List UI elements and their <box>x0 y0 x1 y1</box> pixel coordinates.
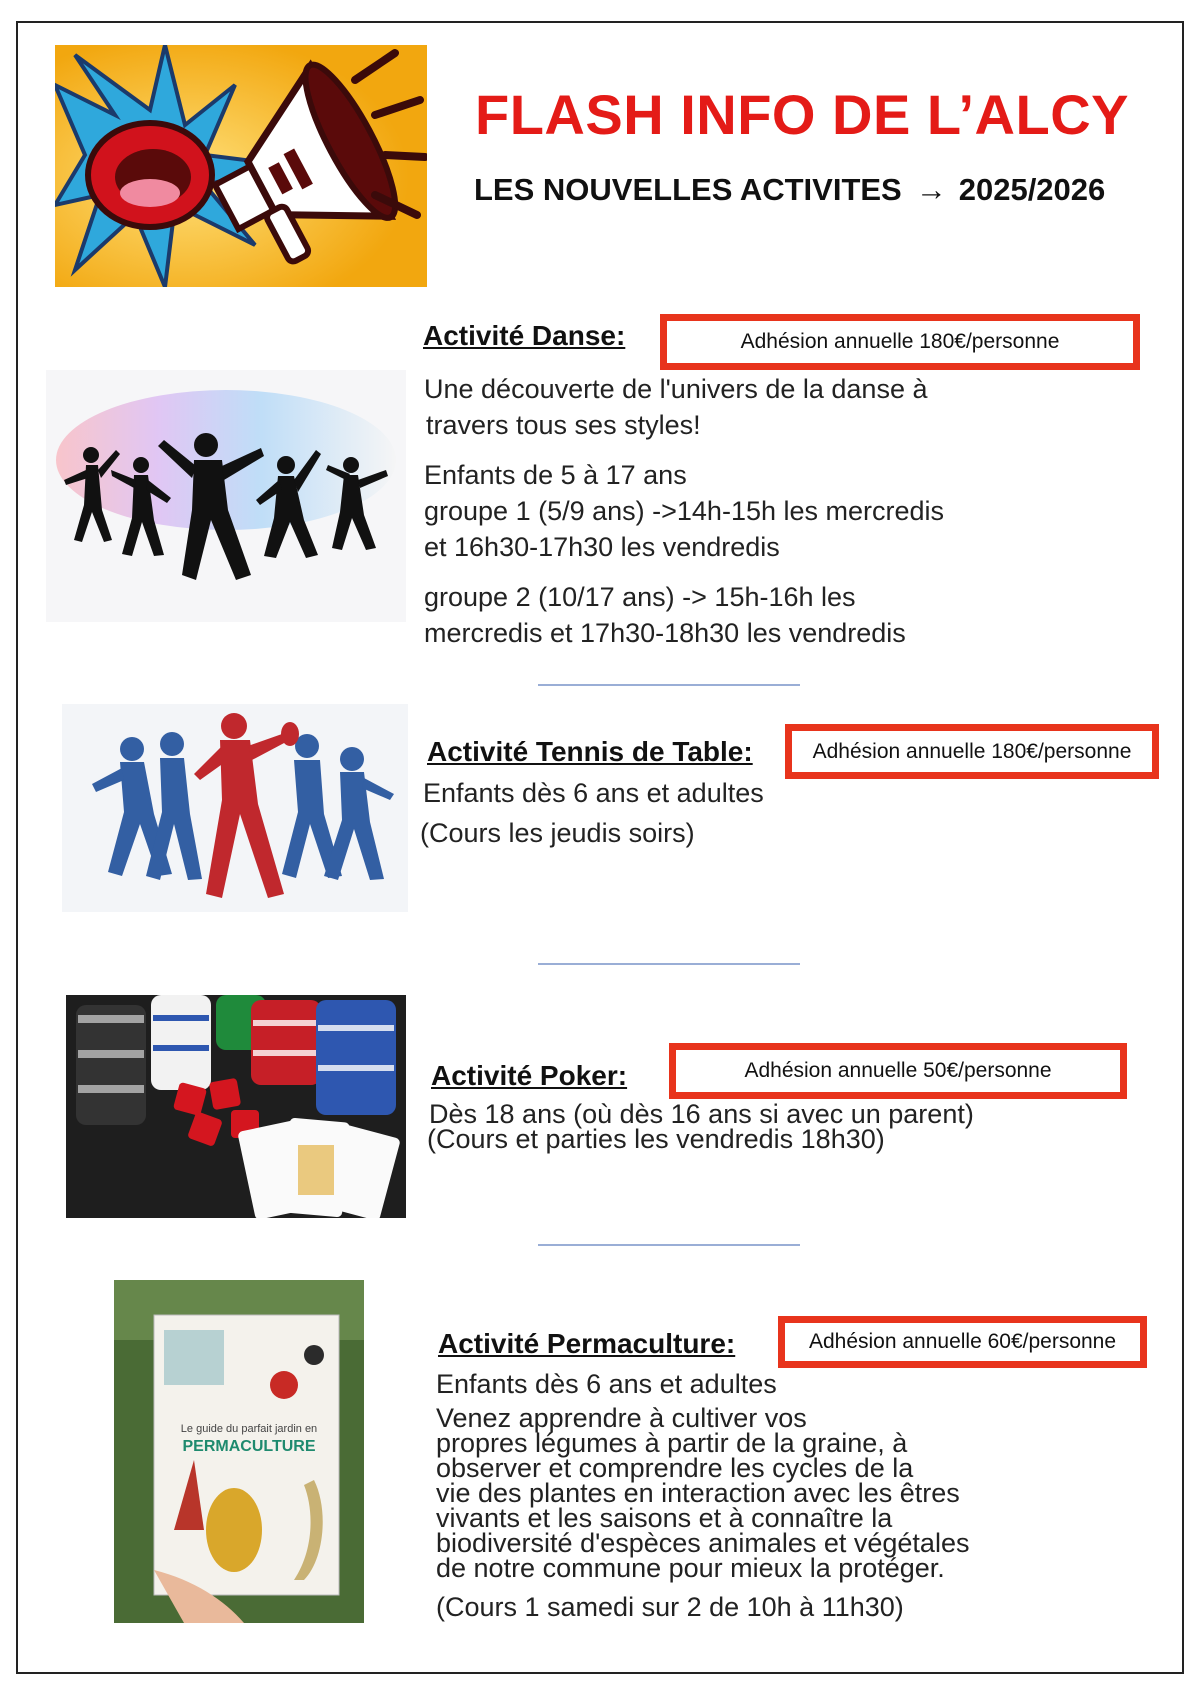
activity-description <box>424 371 1144 651</box>
poker-chips-cards-image <box>66 995 406 1218</box>
membership-fee-badge: Adhésion annuelle 180€/personne <box>660 314 1140 370</box>
description-line: travers tous ses styles! <box>426 410 701 440</box>
activity-description <box>420 775 1140 851</box>
schedule-line: groupe 2 (10/17 ans) -> 15h-16h les <box>424 582 856 612</box>
permaculture-book-image <box>114 1280 364 1623</box>
arrow-right-icon: → <box>915 172 947 207</box>
megaphone-banner-image <box>55 45 427 287</box>
description-line: Une découverte de l'univers de la danse à <box>424 374 928 404</box>
membership-fee-badge: Adhésion annuelle 60€/personne <box>778 1316 1147 1368</box>
schedule-line: mercredis et 17h30-18h30 les vendredis <box>424 618 906 648</box>
description-line: propres légumes à partir de la graine, à <box>436 1428 908 1458</box>
activity-description <box>427 1099 1149 1154</box>
description-line: biodiversité d'espèces animales et végétales <box>436 1528 970 1558</box>
schedule-line: et 16h30-17h30 les vendredis <box>424 532 780 562</box>
description-line: Venez apprendre à cultiver vos <box>436 1403 807 1433</box>
membership-fee-badge: Adhésion annuelle 180€/personne <box>785 724 1159 779</box>
page-subtitle <box>474 172 1105 208</box>
activity-heading: Activité Permaculture: <box>438 1328 736 1359</box>
dancers-silhouette-image <box>46 370 406 622</box>
season-label: 2025/2026 <box>958 172 1106 207</box>
section-divider <box>538 1244 800 1246</box>
description-line: observer et comprendre les cycles de la <box>436 1453 914 1483</box>
book-title: PERMACULTURE <box>182 1438 316 1455</box>
description-line: vie des plantes en interaction avec les êtres <box>436 1478 960 1508</box>
section-divider <box>538 684 800 686</box>
schedule-line: groupe 1 (5/9 ans) ->14h-15h les mercredis <box>424 496 945 526</box>
schedule-line: (Cours les jeudis soirs) <box>420 818 695 848</box>
book-subtitle: Le guide du parfait jardin en <box>180 1423 318 1435</box>
activity-description <box>436 1366 1156 1625</box>
description-paragraph <box>436 1403 1156 1583</box>
table-tennis-players-image <box>62 704 408 912</box>
schedule-line: (Cours 1 samedi sur 2 de 10h à 11h30) <box>436 1592 904 1622</box>
activity-heading: Activité Danse: <box>423 320 626 351</box>
activity-heading: Activité Tennis de Table: <box>427 736 753 767</box>
age-range: Enfants de 5 à 17 ans <box>424 460 687 490</box>
age-range: Dès 18 ans (où dès 16 ans si avec un parent) <box>429 1099 974 1129</box>
page-title: FLASH INFO DE L’ALCY <box>475 83 1129 146</box>
description-line: vivants et les saisons et à connaître la <box>436 1503 893 1533</box>
section-divider <box>538 963 800 965</box>
subtitle-label: LES NOUVELLES ACTIVITES <box>474 172 902 207</box>
activity-heading: Activité Poker: <box>431 1060 628 1091</box>
age-range: Enfants dès 6 ans et adultes <box>423 778 764 808</box>
megaphone-icon <box>55 45 427 287</box>
schedule-line: (Cours et parties les vendredis 18h30) <box>427 1124 885 1154</box>
age-range: Enfants dès 6 ans et adultes <box>436 1369 777 1399</box>
membership-fee-badge: Adhésion annuelle 50€/personne <box>669 1043 1127 1099</box>
description-line: de notre commune pour mieux la protéger. <box>436 1553 945 1583</box>
